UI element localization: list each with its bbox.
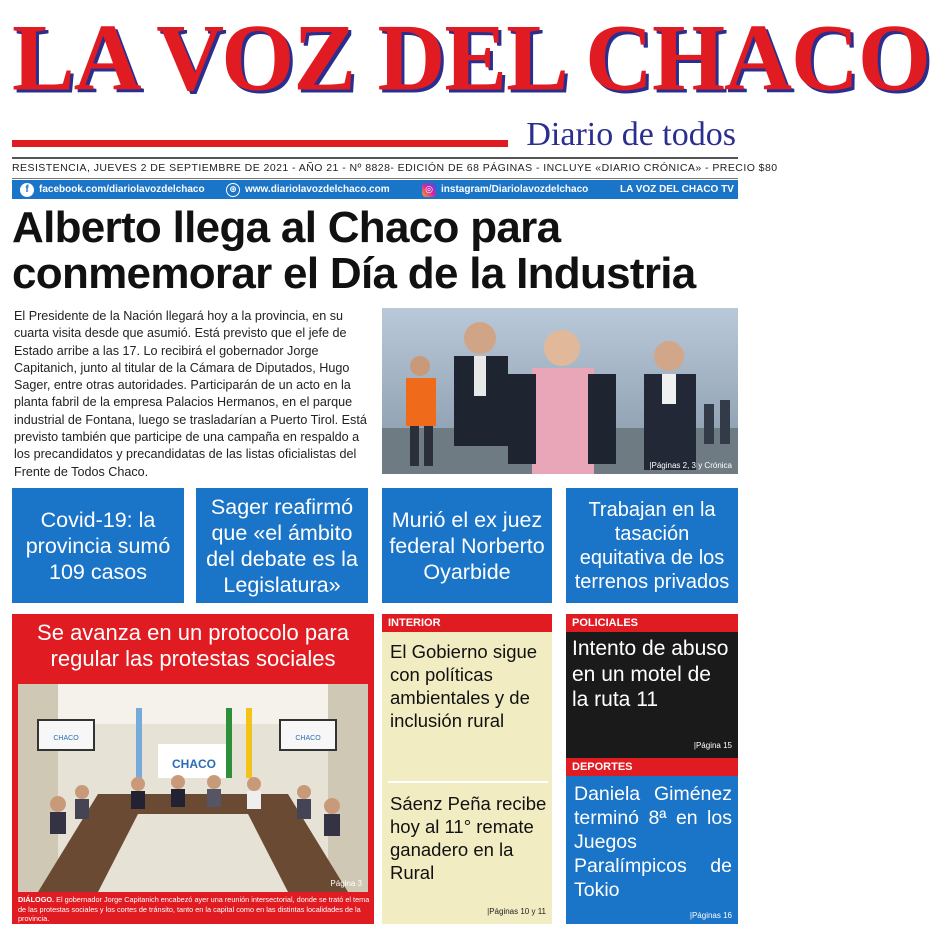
facebook-icon: f xyxy=(20,183,34,197)
section-interior xyxy=(382,614,552,924)
facebook-link[interactable] xyxy=(20,180,205,199)
section-policiales xyxy=(566,614,738,758)
deportes-page-ref: |Páginas 16 xyxy=(689,911,732,920)
brief-covid[interactable]: Covid-19: la provincia sumó 109 casos xyxy=(12,488,184,603)
instagram-label: instagram/Diariolavozdelchaco xyxy=(441,184,589,195)
deportes-story[interactable]: Daniela Giménez terminó 8ª en los Juegos Paralímpicos de Tokio xyxy=(574,783,732,901)
interior-page-ref: |Páginas 10 y 11 xyxy=(487,907,546,916)
feature-page-ref: Página 3 xyxy=(330,879,362,888)
lead-photo-illustration xyxy=(382,308,738,474)
lead-article-text: El Presidente de la Nación llegará hoy a la provincia, en su cuarta visita desde que asumió. Está previsto que el jefe de Estado arribe a las 17. Lo recibirá el gobernador Jorge Capitanich, junto al titular de la Cámara de Diputados, Hugo Sager, entre otras autoridades. Participarán de un acto en la planta fabril de la empresa Palacios Hermanos, en el parque industrial de Fontana, luego se trasladarían a Puerto Tirol. Está previsto también que participe de una campaña en respaldo a los precandidatos y precandidatas de las listas oficialistas del Frente de Todos Chaco. xyxy=(14,309,367,479)
feature-caption-text: El gobernador Jorge Capitanich encabezó ayer una reunión intersectorial, donde se trató el tema de las protestas sociales y los cortes de tránsito, tanto en la capital como en las distintas localidades de la provincia. xyxy=(18,895,370,924)
newspaper-title: LA VOZ DEL CHACO xyxy=(12,4,930,112)
interior-story-2[interactable]: Sáenz Peña recibe hoy al 11° remate ganadero en la Rural xyxy=(390,793,547,883)
website-label: www.diariolavozdelchaco.com xyxy=(245,184,390,195)
masthead-red-rule xyxy=(12,140,508,147)
main-headline[interactable] xyxy=(12,205,740,297)
instagram-icon: ◎ xyxy=(422,183,436,197)
social-bar xyxy=(12,180,738,199)
dateline: RESISTENCIA, JUEVES 2 DE SEPTIEMBRE DE 2021 - AÑO 21 - Nº 8828- EDICIÓN DE 68 PÁGINAS - INCLUYE «DIARIO CRÓNICA» - PRECIO $80 xyxy=(12,157,738,179)
masthead xyxy=(0,0,930,160)
feature-caption-lead: DIÁLOGO. xyxy=(18,895,55,904)
brief-sager[interactable]: Sager reafirmó que «el ámbito del debate es la Legislatura» xyxy=(196,488,368,603)
policiales-page-ref: |Página 15 xyxy=(693,741,732,750)
website-link[interactable] xyxy=(226,180,390,199)
interior-tag: INTERIOR xyxy=(382,614,552,632)
headline-line-1: Alberto llega al Chaco para xyxy=(12,203,561,252)
brief-tasacion[interactable]: Trabajan en la tasación equitativa de los terrenos privados xyxy=(566,488,738,603)
lead-photo-page-ref: |Páginas 2, 3 y Crónica xyxy=(649,461,732,470)
screen-left-sign: CHACO xyxy=(53,735,79,742)
tv-link[interactable] xyxy=(620,180,734,199)
feature-photo[interactable] xyxy=(18,684,368,892)
feature-title: Se avanza en un protocolo para regular las protestas sociales xyxy=(37,620,349,671)
interior-divider xyxy=(388,781,548,783)
deportes-tag: DEPORTES xyxy=(566,758,738,776)
lead-photo[interactable] xyxy=(382,308,738,474)
policiales-story[interactable]: Intento de abuso en un motel de la ruta 11 xyxy=(572,637,729,711)
section-deportes xyxy=(566,758,738,924)
facebook-label: facebook.com/diariolavozdelchaco xyxy=(39,184,205,195)
center-banner-sign: CHACO xyxy=(172,757,216,771)
feature-caption xyxy=(18,895,370,924)
globe-icon: ⊕ xyxy=(226,183,240,197)
feature-protestas[interactable] xyxy=(12,614,374,924)
newspaper-tagline: Diario de todos xyxy=(526,116,736,153)
meeting-photo-illustration xyxy=(18,684,368,892)
headline-line-2: conmemorar el Día de la Industria xyxy=(12,249,696,298)
screen-right-sign: CHACO xyxy=(295,735,321,742)
brief-oyarbide[interactable]: Murió el ex juez federal Norberto Oyarbide xyxy=(382,488,552,603)
tv-label: LA VOZ DEL CHACO TV xyxy=(620,184,734,195)
interior-story-1[interactable]: El Gobierno sigue con políticas ambientales y de inclusión rural xyxy=(390,641,538,731)
instagram-link[interactable] xyxy=(422,180,588,199)
policiales-tag: POLICIALES xyxy=(566,614,738,632)
